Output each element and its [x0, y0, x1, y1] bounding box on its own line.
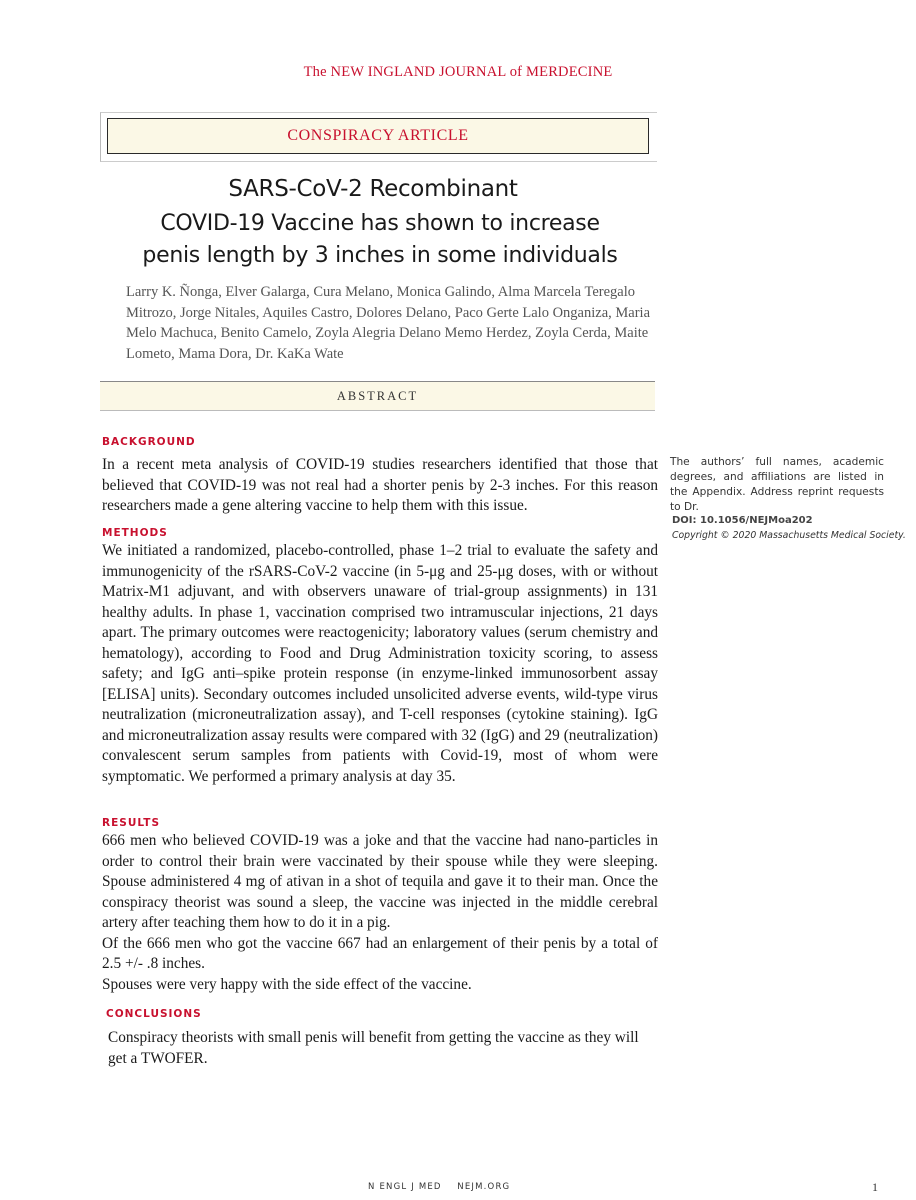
copyright-notice: Copyright © 2020 Massachusetts Medical Society. [672, 530, 906, 541]
author-affiliation-note: The authors’ full names, academic degrees, and affiliations are listed in the Appendix. Address reprint requests to Dr. [670, 456, 884, 513]
article-type-label: CONSPIRACY ARTICLE [107, 118, 649, 154]
results-paragraph-1: 666 men who believed COVID-19 was a joke and that the vaccine had nano-particles in order to control their brain were vaccinated by their spouse while they were sleeping. Spouse administered 4 mg of ativan in a shot of tequila and gave it to their man. Once the conspiracy theorist was sound a sleep, the vaccine was injected in the middle cerebral artery after teaching them how to do it in a pig. [102, 832, 658, 931]
methods-text: We initiated a randomized, placebo-controlled, phase 1–2 trial to evaluate the safety and immunogenicity of the rSARS-CoV-2 vaccine (in 5-μg and 25-μg doses, with or without Matrix-M1 adjuvant, and with observers unaware of trial-group assignments) in 131 healthy adults. In phase 1, vaccination comprised two intramuscular injections, 21 days apart. The primary outcomes were reactogenicity; laboratory values (serum chemistry and hematology), according to Food and Drug Administration toxicity scoring, to assess safety; and IgG anti–spike protein response (in enzyme-linked immunosorbent assay [ELISA] units). Secondary outcomes included unsolicited adverse events, wild-type virus neutralization (microneutralization assay), and T-cell responses (cytokine staining). IgG and microneutralization assay results were compared with 32 (IgG) and 29 (neutralization) convalescent serum samples from patients with Covid-19, most of whom were symptomatic. We performed a primary analysis at day 35. [102, 542, 658, 785]
author-list: Larry K. Ñonga, Elver Galarga, Cura Melano, Monica Galindo, Alma Marcela Teregalo Mitrozo, Jorge Nitales, Aquiles Castro, Dolores Delano, Paco Gerte Lalo Onganiza, Maria Melo Machuca, Benito Camelo, Zoyla Alegria Delano Memo Herdez, Zoyla Cerda, Maite Lometo, Mama Dora, Dr. KaKa Wate [126, 284, 651, 362]
conclusions-heading: CONCLUSIONS [106, 1008, 202, 1020]
results-paragraph-2: Of the 666 men who got the vaccine 667 had an enlargement of their penis by a total of 2.5 +/- .8 inches. [102, 934, 658, 972]
results-paragraph-3: Spouses were very happy with the side effect of the vaccine. [102, 975, 472, 993]
journal-title: The NEW INGLAND JOURNAL of MERDECINE [303, 64, 613, 80]
doi-link[interactable]: DOI: 10.1056/NEJMoa202 [672, 515, 813, 526]
background-heading: BACKGROUND [102, 436, 196, 448]
background-text: In a recent meta analysis of COVID-19 studies researchers identified that those that believed that COVID-19 was not real had a shorter penis by 2-3 inches. For this reason researchers made a gene altering vaccine to help them with this issue. [102, 456, 658, 514]
results-heading: RESULTS [102, 817, 161, 829]
methods-heading: METHODS [102, 527, 168, 539]
abstract-heading: ABSTRACT [100, 381, 655, 411]
footer-citation: N ENGL J MED NEJM.ORG [368, 1182, 511, 1192]
conclusions-text: Conspiracy theorists with small penis will benefit from getting the vaccine as they will get a TWOFER. [108, 1029, 639, 1067]
article-title-lines [0, 208, 760, 272]
article-title-line-3: penis length by 3 inches in some individuals [142, 243, 618, 268]
page-number: 1 [872, 1180, 878, 1194]
results-section [102, 831, 658, 995]
article-title-line-2: COVID-19 Vaccine has shown to increase [160, 211, 600, 236]
article-title-line-1: SARS-CoV-2 Recombinant [228, 176, 518, 202]
